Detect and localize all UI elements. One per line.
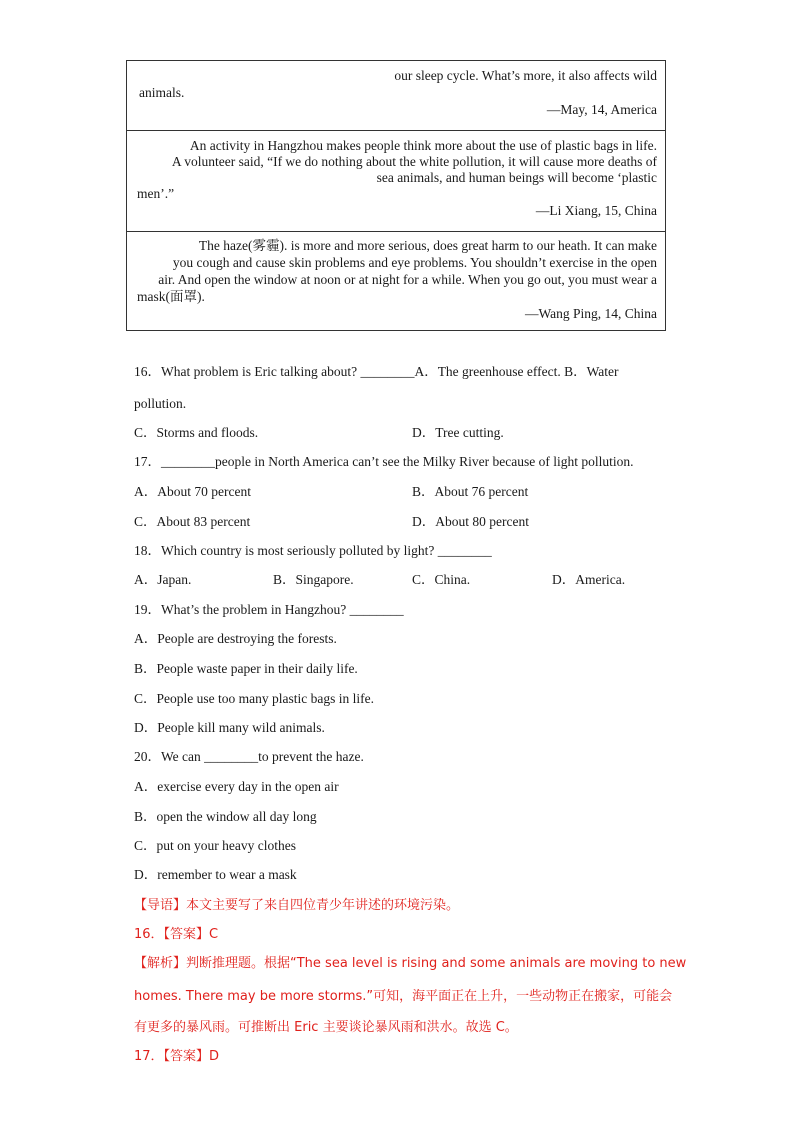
question-17-option-b: B．About 76 percent <box>412 484 529 499</box>
letter-li-xiang <box>127 130 665 231</box>
letter-signature: —Wang Ping, 14, China <box>524 306 657 321</box>
question-19-option-d: D．People kill many wild animals. <box>134 720 325 735</box>
answer-intro: 【导语】本文主要写了来自四位青少年讲述的环境污染。 <box>134 898 460 913</box>
letter-wang-ping <box>127 231 665 331</box>
letter-line: An activity in Hangzhou makes people think more about the use of plastic bags in life. <box>189 138 657 153</box>
answer-17: 17．【答案】D <box>134 1049 220 1064</box>
question-17-option-d: D．About 80 percent <box>412 514 529 529</box>
letter-line: animals. <box>139 85 185 100</box>
letter-line: sea animals, and human beings will become ‘plastic <box>376 170 657 185</box>
question-16-stem-cont: pollution. <box>134 396 187 411</box>
question-18-option-c: C．China. <box>412 572 471 587</box>
question-20-option-c: C．put on your heavy clothes <box>134 838 296 853</box>
question-17-option-c: C．About 83 percent <box>134 514 251 529</box>
letter-line: our sleep cycle. What’s more, it also affects wild <box>394 68 657 83</box>
question-20-option-a: A．exercise every day in the open air <box>134 779 339 794</box>
letter-line: air. And open the window at noon or at night for a while. When you go out, you must wear a <box>158 272 657 287</box>
question-19-option-b: B．People waste paper in their daily life. <box>134 661 358 676</box>
question-20-stem: 20．We can ________to prevent the haze. <box>134 749 364 764</box>
letters-table <box>126 60 666 331</box>
question-16-option-d: D．Tree cutting. <box>412 425 504 440</box>
letter-may <box>127 61 665 130</box>
question-16-option-c: C．Storms and floods. <box>134 425 259 440</box>
question-18-stem: 18．Which country is most seriously polluted by light? ________ <box>134 543 492 558</box>
analysis-line-2: homes. There may be more storms.”可知，海平面正在上升，一些动物正在搬家，可能会 <box>134 989 673 1004</box>
question-19-stem: 19．What’s the problem in Hangzhou? ________ <box>134 602 404 617</box>
letter-signature: —Li Xiang, 15, China <box>535 203 657 218</box>
question-20-option-b: B．open the window all day long <box>134 809 317 824</box>
letter-signature: —May, 14, America <box>546 102 657 117</box>
question-17-stem: 17．________people in North America can’t see the Milky River because of light pollution. <box>134 454 634 469</box>
question-18-option-d: D．America. <box>552 572 626 587</box>
analysis-line-1: 【解析】判断推理题。根据“The sea level is rising and some animals are moving to new <box>134 956 687 971</box>
question-16-stem: 16．What problem is Eric talking about? ________A．The greenhouse effect. B．Water <box>134 364 619 379</box>
question-19-option-c: C．People use too many plastic bags in life. <box>134 691 374 706</box>
question-17-option-a: A．About 70 percent <box>134 484 251 499</box>
letter-line: mask(面罩). <box>137 289 205 304</box>
letter-line: The haze(雾霾). is more and more serious, does great harm to our heath. It can make <box>198 238 657 253</box>
question-18-option-b: B．Singapore. <box>273 572 354 587</box>
letter-line: men’.” <box>137 186 175 201</box>
question-18-option-a: A．Japan. <box>134 572 192 587</box>
analysis-line-3: 有更多的暴风雨。可推断出 Eric 主要谈论暴风雨和洪水。故选 C。 <box>134 1020 518 1035</box>
answer-16: 16．【答案】C <box>134 927 219 942</box>
question-19-option-a: A．People are destroying the forests. <box>134 631 337 646</box>
letter-line: you cough and cause skin problems and eye problems. You shouldn’t exercise in the open <box>172 255 657 270</box>
letter-line: A volunteer said, “If we do nothing about the white pollution, it will cause more deaths of <box>171 154 657 169</box>
question-20-option-d: D．remember to wear a mask <box>134 867 297 882</box>
